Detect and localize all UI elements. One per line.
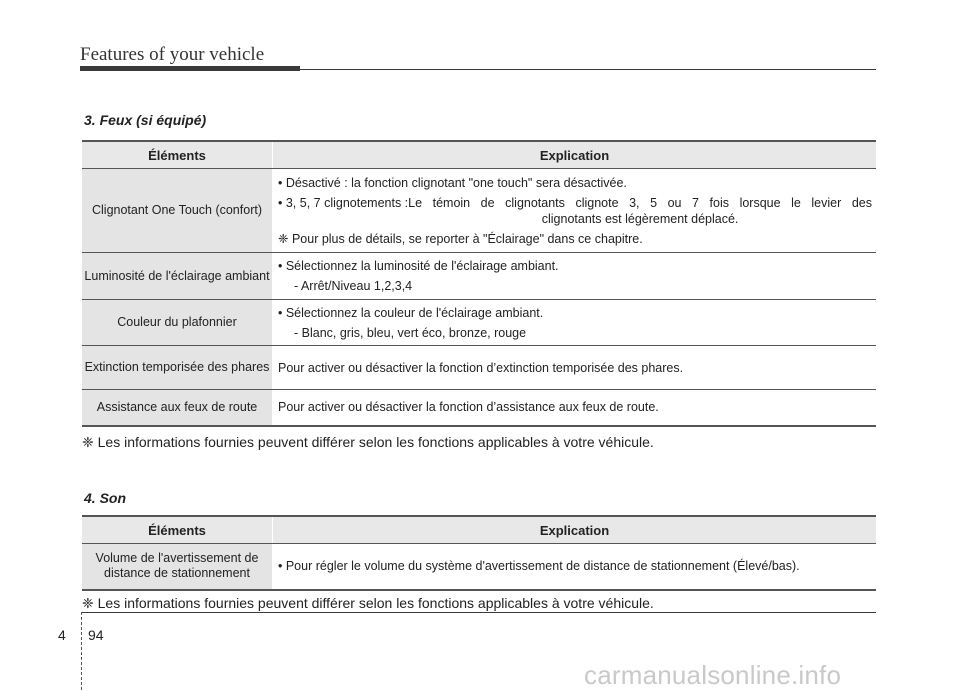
row-item-one-touch: Clignotant One Touch (confort) <box>82 169 273 253</box>
column-header-items: Éléments <box>82 516 273 544</box>
header-rule <box>300 69 876 70</box>
bullet-text: • 3, 5, 7 clignotements : Le témoin de clignotants clignote 3, 5 ou 7 fois lorsque le levier des clignotants est légèrement déplacé. <box>278 195 872 226</box>
table-row <box>82 253 876 300</box>
column-header-items: Éléments <box>82 141 273 169</box>
table-row <box>82 169 876 253</box>
row-item-headlight-delay: Extinction temporisée des phares <box>82 346 273 390</box>
table-row <box>82 390 876 426</box>
table-header-row <box>82 141 876 169</box>
sub-text: - Blanc, gris, bleu, vert éco, bronze, rouge <box>294 325 527 340</box>
note-text: ❈ Pour plus de détails, se reporter à "Éclairage" dans ce chapitre. <box>278 231 643 246</box>
bullet-text: • Désactivé : la fonction clignotant "one touch" sera désactivée. <box>278 175 627 190</box>
row-item-ambient-brightness: Luminosité de l'éclairage ambiant <box>82 253 273 300</box>
row-explanation: • Pour régler le volume du système d'avertissement de distance de stationnement (Élevé/bas). <box>273 544 877 590</box>
lights-table <box>82 140 876 427</box>
row-item-ceiling-color: Couleur du plafonnier <box>82 300 273 346</box>
section-3-title: 3. Feux (si équipé) <box>84 112 207 128</box>
bullet-text: • Sélectionnez la luminosité de l'éclairage ambiant. <box>278 259 559 273</box>
page-header-title: Features of your vehicle <box>80 44 265 65</box>
section-3-footnote: ❈ Les informations fournies peuvent différer selon les fonctions applicables à votre véhicule. <box>82 434 654 450</box>
row-explanation <box>273 253 877 300</box>
row-item-high-beam-assist: Assistance aux feux de route <box>82 390 273 426</box>
table-row <box>82 544 876 590</box>
table-header-row <box>82 516 876 544</box>
row-explanation: Pour activer ou désactiver la fonction d’extinction temporisée des phares. <box>273 346 877 390</box>
row-explanation <box>273 300 877 346</box>
page-number: 94 <box>88 627 104 643</box>
row-explanation <box>273 169 877 253</box>
footer-divider <box>81 612 82 690</box>
bullet-text: • Sélectionnez la couleur de l'éclairage ambiant. <box>278 305 544 320</box>
row-item-parking-warning-volume: Volume de l'avertissement de distance de stationnement <box>82 544 273 590</box>
sound-table <box>82 515 876 591</box>
column-header-explanation: Explication <box>273 516 877 544</box>
section-4-title: 4. Son <box>84 490 127 506</box>
watermark-text: carmanualsonline.info <box>584 660 842 690</box>
sub-text: - Arrêt/Niveau 1,2,3,4 <box>294 279 413 293</box>
column-header-explanation: Explication <box>273 141 877 169</box>
table-row <box>82 346 876 390</box>
footer-rule <box>82 612 876 613</box>
chapter-number: 4 <box>58 627 66 643</box>
row-explanation: Pour activer ou désactiver la fonction d’assistance aux feux de route. <box>273 390 877 426</box>
table-row <box>82 300 876 346</box>
section-4-footnote: ❈ Les informations fournies peuvent différer selon les fonctions applicables à votre véhicule. <box>82 595 654 611</box>
header-bar <box>80 66 300 71</box>
